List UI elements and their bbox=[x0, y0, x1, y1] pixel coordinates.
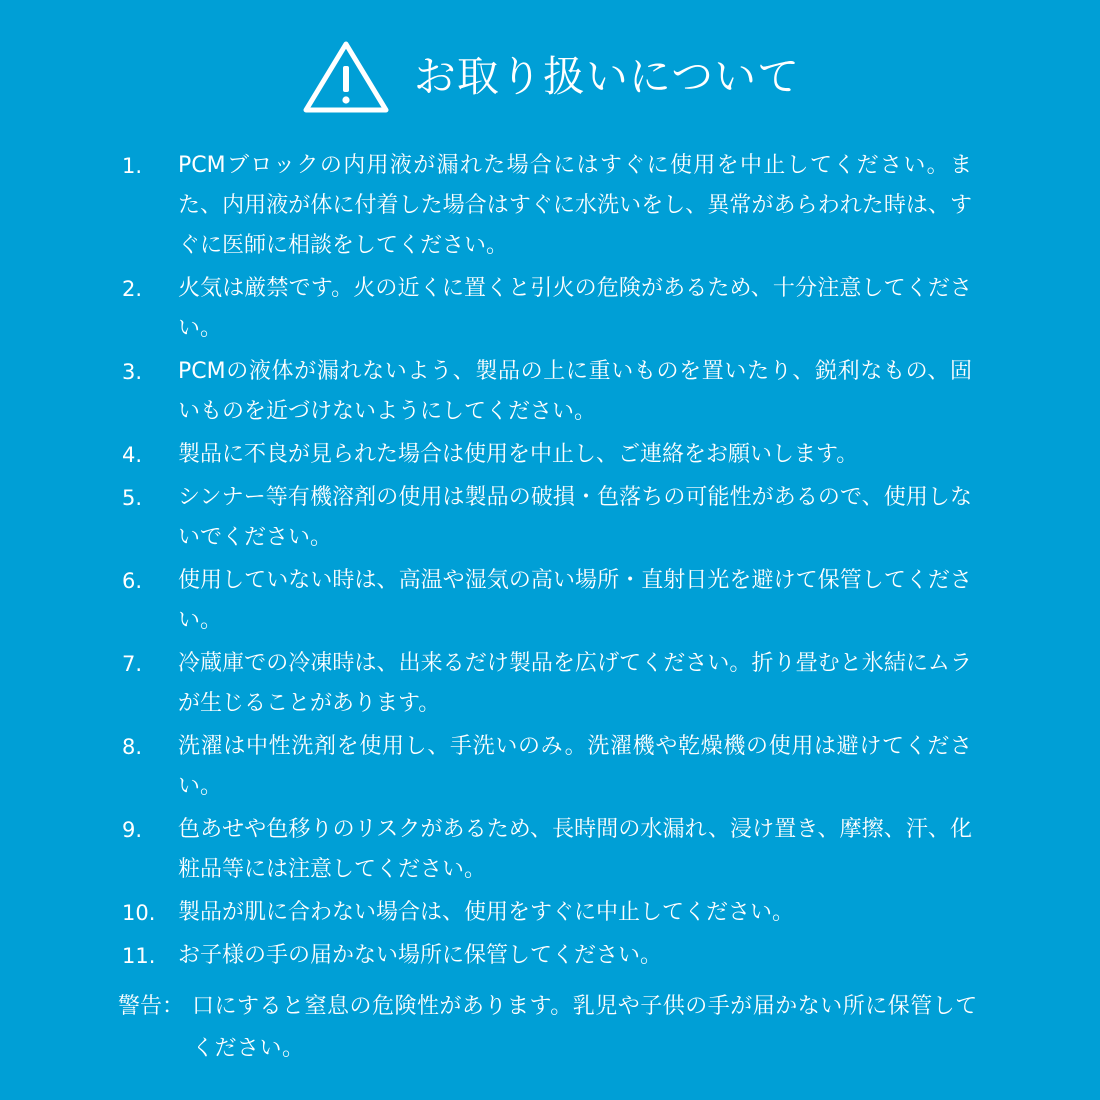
header bbox=[0, 38, 1100, 116]
item-number: 1. bbox=[122, 154, 143, 178]
item-number: 7. bbox=[122, 652, 143, 676]
item-text: シンナー等有機溶剤の使用は製品の破損・色落ちの可能性があるので、使用しないでください。 bbox=[178, 485, 972, 550]
list-item bbox=[122, 893, 972, 933]
list-item bbox=[122, 435, 972, 475]
item-number: 11. bbox=[122, 944, 156, 968]
item-number: 10. bbox=[122, 901, 156, 925]
warning-label: 警告： bbox=[118, 994, 185, 1019]
list-item bbox=[122, 727, 972, 807]
list-item bbox=[122, 146, 972, 266]
item-text: PCMブロックの内用液が漏れた場合にはすぐに使用を中止してください。また、内用液が体に付着した場合はすぐに水洗いをし、異常があらわれた時は、すぐに医師に相談をしてください。 bbox=[178, 153, 972, 258]
item-text: お子様の手の届かない場所に保管してください。 bbox=[178, 943, 663, 968]
item-text: 色あせや色移りのリスクがあるため、長時間の水漏れ、浸け置き、摩擦、汗、化粧品等には注意してください。 bbox=[178, 817, 972, 882]
list-item bbox=[122, 644, 972, 724]
list-item bbox=[122, 478, 972, 558]
item-number: 2. bbox=[122, 277, 143, 301]
warning-notice bbox=[118, 986, 978, 1070]
warning-text: 口にすると窒息の危険性があります。乳児や子供の手が届かない所に保管してください。 bbox=[192, 994, 978, 1061]
item-text: 使用していない時は、高温や湿気の高い場所・直射日光を避けて保管してください。 bbox=[178, 568, 972, 633]
item-number: 9. bbox=[122, 818, 143, 842]
item-text: 冷蔵庫での冷凍時は、出来るだけ製品を広げてください。折り畳むと氷結にムラが生じることがあります。 bbox=[178, 651, 972, 716]
item-number: 3. bbox=[122, 360, 143, 384]
item-number: 4. bbox=[122, 443, 143, 467]
warning-triangle-icon bbox=[300, 38, 392, 116]
item-number: 6. bbox=[122, 569, 143, 593]
list-item bbox=[122, 936, 972, 976]
list-item bbox=[122, 810, 972, 890]
page-title: お取り扱いについて bbox=[413, 52, 801, 101]
list-item bbox=[122, 352, 972, 432]
item-number: 8. bbox=[122, 735, 143, 759]
item-text: 火気は厳禁です。火の近くに置くと引火の危険があるため、十分注意してください。 bbox=[178, 276, 972, 341]
item-text: 洗濯は中性洗剤を使用し、手洗いのみ。洗濯機や乾燥機の使用は避けてください。 bbox=[178, 734, 972, 799]
item-text: 製品が肌に合わない場合は、使用をすぐに中止してください。 bbox=[178, 900, 795, 925]
list-item bbox=[122, 561, 972, 641]
instruction-list bbox=[122, 146, 972, 979]
list-item bbox=[122, 269, 972, 349]
item-text: PCMの液体が漏れないよう、製品の上に重いものを置いたり、鋭利なもの、固いものを近づけないようにしてください。 bbox=[178, 359, 972, 424]
item-number: 5. bbox=[122, 486, 143, 510]
item-text: 製品に不良が見られた場合は使用を中止し、ご連絡をお願いします。 bbox=[178, 442, 859, 467]
